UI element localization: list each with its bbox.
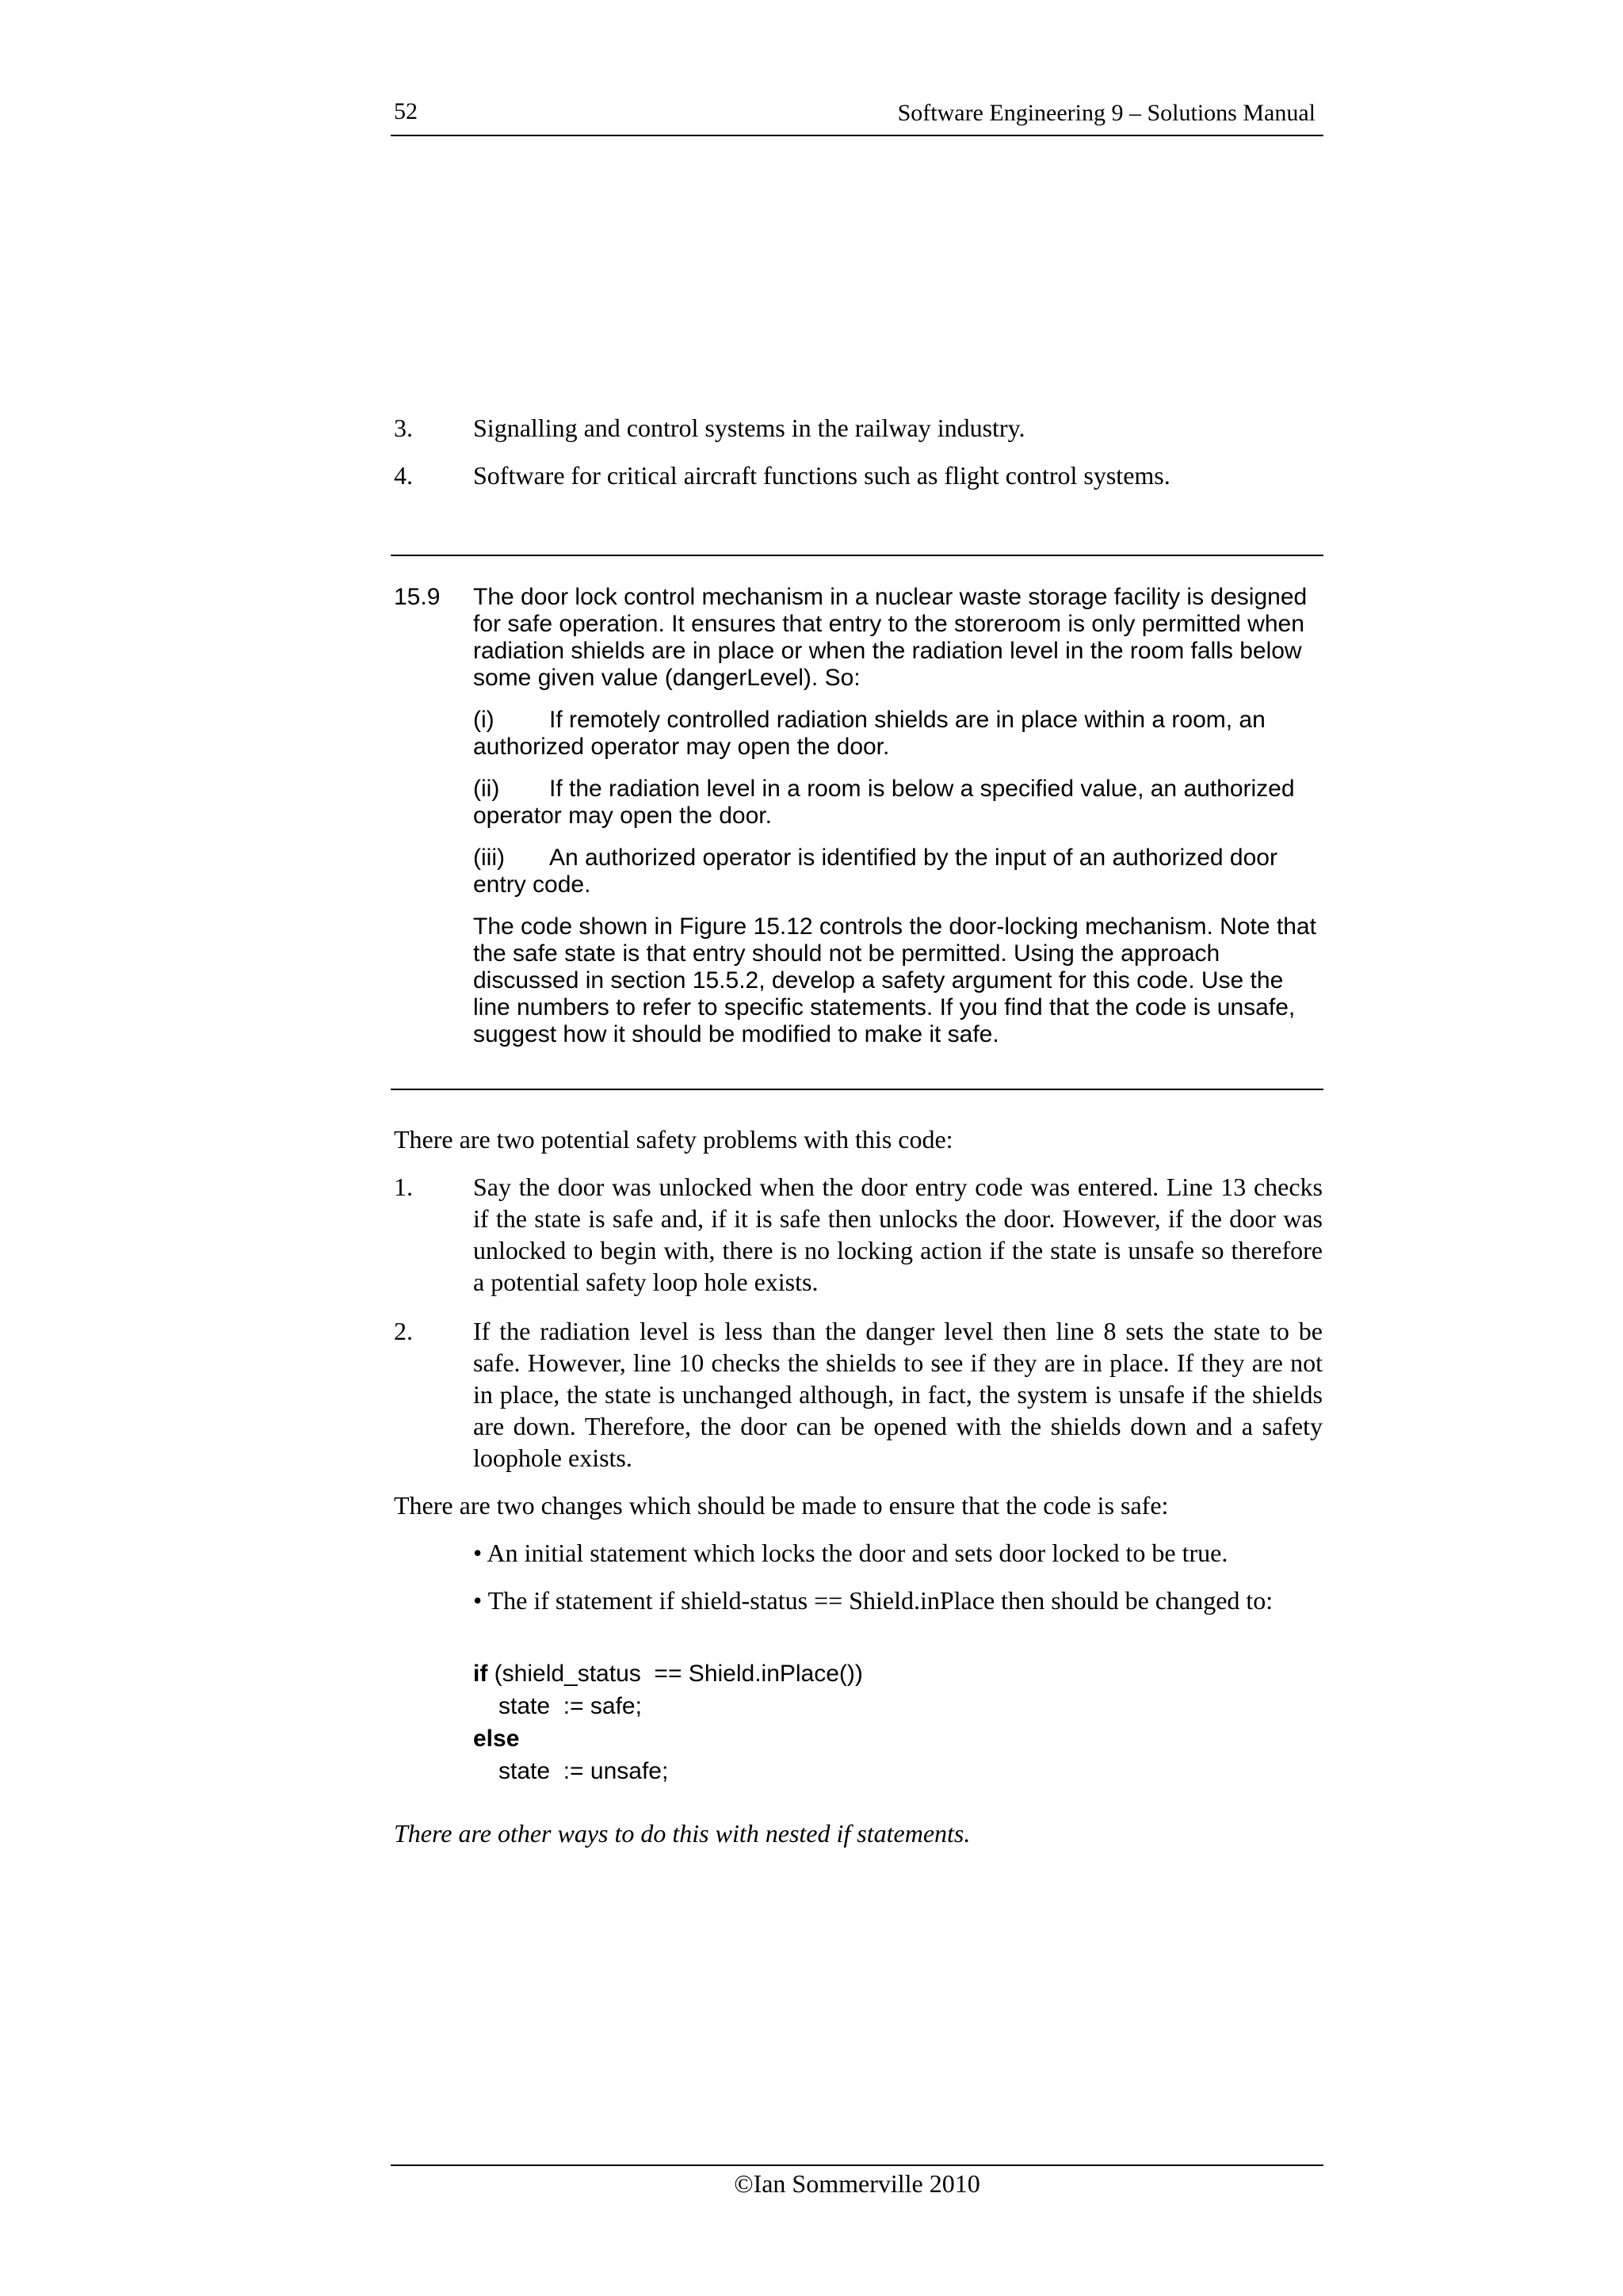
exercise-condition: [473, 776, 1323, 830]
running-title: Software Engineering 9 – Solutions Manual: [897, 100, 1316, 126]
exercise-condition: [473, 707, 1323, 761]
condition-text: An authorized operator is identified by the input of an authorized door entry code.: [473, 845, 1277, 898]
problem-item: [394, 1171, 1323, 1298]
list-item-number: 4.: [394, 461, 413, 490]
list-item-number: 3.: [394, 414, 413, 442]
exercise-number: 15.9: [394, 584, 441, 610]
condition-text: If remotely controlled radiation shields are in place within a room, an authorized operator may open the door.: [473, 707, 1266, 760]
problem-number: 2.: [394, 1317, 413, 1345]
code-line: state := safe;: [498, 1693, 642, 1719]
footer-rule: [391, 2164, 1323, 2166]
change-bullet: • The if statement if shield-status == Shield.inPlace then should be changed to:: [473, 1586, 1274, 1615]
code-condition: (shield_status == Shield.inPlace()): [487, 1661, 863, 1687]
condition-label: (i): [473, 707, 495, 733]
exercise-top-rule: [391, 555, 1323, 556]
problem-text: Say the door was unlocked when the door entry code was entered. Line 13 checks if the state is safe and, if it is safe then unlocks the door. However, if the door was unlocked to begin with, there is no locking action if the state is unsafe so therefore a potential safety loop hole exists.: [473, 1173, 1323, 1296]
condition-text: If the radiation level in a room is below a specified value, an authorized operator may open the door.: [473, 776, 1295, 829]
code-line: state := unsafe;: [498, 1758, 669, 1784]
page-header: [391, 93, 1323, 136]
changes-lead: There are two changes which should be made to ensure that the code is safe:: [394, 1491, 1169, 1520]
code-line: [473, 1722, 863, 1755]
exercise-box: [394, 584, 1323, 1063]
code-keyword: else: [473, 1726, 520, 1752]
answer-lead: There are two potential safety problems with this code:: [394, 1125, 953, 1154]
problem-item: [394, 1315, 1323, 1474]
closing-note: There are other ways to do this with nested if statements.: [394, 1819, 971, 1848]
problem-number: 1.: [394, 1173, 413, 1201]
list-item-text: Signalling and control systems in the railway industry.: [473, 414, 1025, 442]
copyright: ©Ian Sommerville 2010: [734, 2169, 980, 2198]
problem-text: If the radiation level is less than the danger level then line 8 sets the state to be safe. However, line 10 checks the shields to see if they are in place. If they are not in place, the state is unchanged although, in fact, the system is unsafe if the shields are down. Therefore, the door can be opened with the shields down and a safety loophole exists.: [473, 1317, 1323, 1472]
list-item: [394, 412, 1323, 444]
code-line: [473, 1657, 863, 1690]
change-bullet: • An initial statement which locks the door and sets door locked to be true.: [473, 1539, 1228, 1567]
exercise-condition: [473, 845, 1323, 898]
code-keyword: if: [473, 1661, 488, 1687]
exercise-task: The code shown in Figure 15.12 controls the door-locking mechanism. Note that the safe state is that entry should not be permitted. Using the approach discussed in section 15.5.2, develop a safety argument for this code. Use the line numbers to refer to specific statements. If you find that the code is unsafe, suggest how it should be modified to make it safe.: [473, 913, 1316, 1047]
list-item: [394, 460, 1323, 491]
code-snippet: [473, 1657, 863, 1787]
exercise-intro: The door lock control mechanism in a nuclear waste storage facility is designed for safe operation. It ensures that entry to the storeroom is only permitted when radiation shields are in place or when the radiation level in the room falls below some given value (dangerLevel). So:: [473, 584, 1308, 691]
page-number: 52: [394, 98, 418, 124]
exercise-bottom-rule: [391, 1089, 1323, 1090]
exercise-body: [473, 584, 1323, 1048]
list-item-text: Software for critical aircraft functions such as flight control systems.: [473, 461, 1170, 490]
condition-label: (iii): [473, 845, 505, 871]
condition-label: (ii): [473, 776, 500, 802]
